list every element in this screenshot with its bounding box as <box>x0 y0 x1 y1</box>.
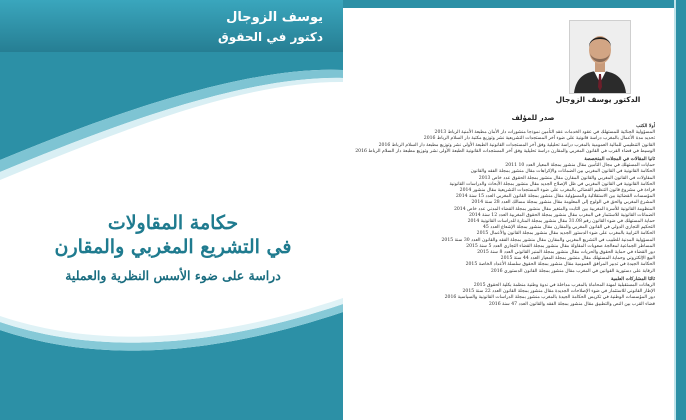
list-item: المسؤولية المدنية للطبيب في التشريع المغربي والمقارن مقال منشور بمجلة الفقه والقانون العدد 30 سنة 2015 <box>441 237 655 243</box>
section-heading: ثانيا المقالات في المجلات المتخصصة <box>584 157 655 163</box>
section-heading: ثالثا المشاركات العلمية <box>611 276 655 282</box>
list-item: المؤسسات القضائية بين الاستقلالية والمسؤولية مقال منشور بمجلة القانون المغربي العدد 15 سنة 2014 <box>455 194 655 200</box>
author-caption: الدكتور يوسف الزوجال <box>555 95 641 104</box>
list-item: القانون التنظيمي للمالية العمومية بالمغرب دراسة تحليلية وفق آخر المستجدات القانونية الطبعة الأولى نشر وتوزيع مطبعة دار السلام الرباط 2016 <box>378 142 655 148</box>
author-photo <box>569 20 631 94</box>
cover-author-title: دكتور في الحقوق <box>218 30 323 44</box>
back-right-stripe <box>674 0 676 420</box>
list-item: حمايات المستهلك في مجال التأمين مقال منشور بمجلة المعيار العدد 10 2011 <box>505 163 655 169</box>
cover-subtitle: دراسة على ضوء الأسس النظرية والعملية <box>65 268 281 283</box>
list-item: الوسيط في قضاء القرب في القانون المغربي والمقارن دراسة تحليلية وفق آخر المستجدات القانونية الطبعة الأولى نشر وتوزيع مطبعة دار السلام الرباط 2016 <box>355 148 655 154</box>
list-item: الحكامة الجيدة في تدبير المرافق العمومية مقال منشور بمجلة الحقوق سلسلة الأعداد الخاصة 2015 <box>465 262 655 268</box>
list-item: الحكامة الترابية بالمغرب على ضوء الدستور الجديد مقال منشور بمجلة القانون والأعمال 2015 <box>476 231 655 237</box>
list-item: حماية المستهلك في ضوء القانون رقم 31.08 مقال منشور بمجلة المنارة للدراسات القانونية 2014 <box>467 219 655 225</box>
list-item: قضاء القرب بين النص والتطبيق مقال منشور بمجلة الفقه والقانون العدد 47 سنة 2016 <box>488 301 655 307</box>
list-item: الضمانات القانونية للاستثمار في المغرب مقال منشور بمجلة الحقوق المغربية العدد 12 سنة 2014 <box>468 212 655 218</box>
publications-list <box>355 122 655 308</box>
section-heading: أولا الكتب <box>636 124 655 129</box>
list-item: الرهانات المستقبلية لمهنة المحاماة بالمغرب مداخلة في ندوة وطنية منظمة بكلية الحقوق 2015 <box>473 283 655 289</box>
list-item: تحديد مدة الأعمال بالمغرب دراسة قانونية على ضوء آخر المستجدات التشريعية نشر وتوزيع مكتبة دار السلام الرباط 2016 <box>423 136 655 142</box>
back-right-band <box>676 0 686 420</box>
cover-author-name: يوسف الزوجال <box>226 10 323 25</box>
list-item: المنظومة القانونية للأسرة المغربية بين الثابت والمتغير مقال منشور بمجلة القضاء المدني عدد خاص 2014 <box>453 206 655 212</box>
list-item: دور المؤسسات الوطنية في تكريس الحكامة الجيدة بالمغرب منشور بمجلة الدراسات القانونية والسياسية 2016 <box>444 295 655 301</box>
list-item: قراءة في مشروع قانون التنظيم القضائي بالمغرب على ضوء المستجدات التشريعية مقال منشور 2014 <box>459 188 655 194</box>
list-item: الرقابة على دستورية القوانين في المغرب مقال منشور بمجلة القانون الدستوري 2016 <box>490 268 655 274</box>
list-item: الحكامة القانونية في القانون المغربي في ظل الإصلاح الجديد مقال منشور بمجلة الأبحاث والدراسات القانونية <box>449 181 655 187</box>
list-item: المقاولات في القانون المغربي والقانون المقارن مقال منشور بمجلة الحقوق عدد خاص 2013 <box>478 175 655 181</box>
list-item: التحكيم التجاري الدولي في القانون المغربي والمقارن مقال منشور بمجلة الإشعاع العدد 45 <box>482 225 655 231</box>
list-item: دور القضاء في حماية الحقوق والحريات مقال منشور بمجلة المنبر القانوني العدد 8 سنة 2015 <box>477 250 655 256</box>
list-item: الإطار القانوني للاستثمار في ضوء الإصلاحات الجديدة مقال منشور بمجلة القانون العدد 22 سنة 2015 <box>462 289 655 295</box>
list-item: البيع الإلكتروني وحماية المستهلك مقال منشور بمجلة المعيار العدد 44 سنة 2015 <box>500 256 655 262</box>
cover-title-line-2: في التشريع المغربي والمقارن <box>54 236 292 258</box>
list-item: المشرع المغربي والحق في الولوج إلى المعلومة مقال منشور بمجلة مسالك العدد 28 سنة 2014 <box>471 200 655 206</box>
back-cover <box>343 0 686 420</box>
cover-title-line-1: حكامة المقاولات <box>107 212 239 234</box>
list-item: المسؤولية الجنائية للمستهلك في عقود الخدمات عقد التأمين نموذجا منشورات دار الأمان مطبعة الأمنية الرباط 2013 <box>434 130 655 136</box>
list-item: الحكامة القانونية في القانون المغربي بين الضمانات والإكراهات مقال منشور بمجلة الفقه والقانون <box>470 169 655 175</box>
list-item: المساطر الجماعية لمعالجة صعوبات المقاولة مقال منشور بمجلة القضاء التجاري العدد 5 سنة 2015 <box>466 243 655 249</box>
back-top-band <box>343 0 686 8</box>
works-heading: صدر للمؤلف <box>511 114 555 122</box>
